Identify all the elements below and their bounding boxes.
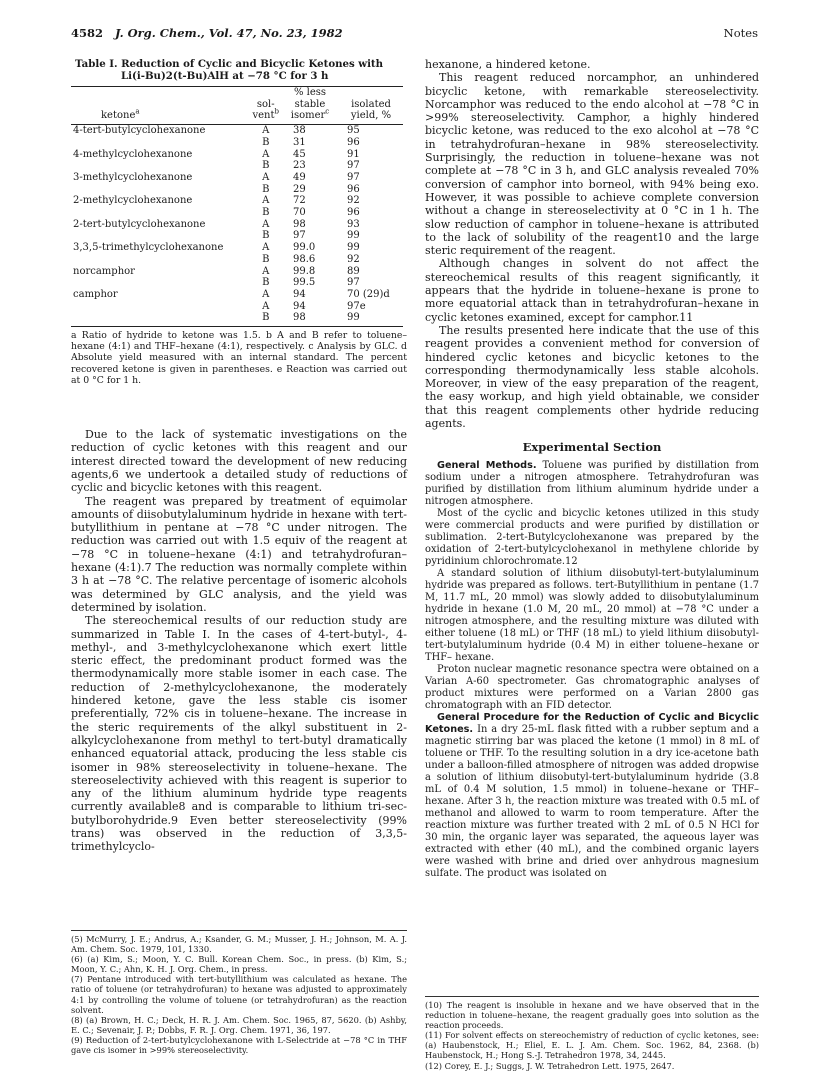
cell-ketone [71, 301, 250, 313]
cell-solvent: B [250, 312, 281, 326]
cell-solvent: A [262, 171, 270, 183]
footnote-7: (7) Pentane introduced with tert-butyllithium was calculated as hexane. The ratio of toluene (or tetrahydrofuran) to hexane was adjusted to approximately 4:1 by controlling the volume of toluene (or tetrahydrofuran) as the reaction solvent. [71, 974, 407, 1015]
right-column [425, 58, 759, 880]
table-row [71, 125, 403, 137]
general-methods-title: General Methods. [437, 460, 537, 472]
general-procedure-title: General Procedure for the Reduction of Cyclic and Bicyclic Ketones. [425, 712, 759, 736]
header-yield: yield, % [339, 110, 403, 124]
general-procedure-text: In a dry 25-mL flask fitted with a rubber septum and a magnetic stirring bar was placed the ketone (1 mmol) in 8 mL of toluene or THF. To the resulting solution in a dry ice-acetone bath under a balloon-filled atmosphere of nitrogen was added dropwise a solution of lithium diisobutyl-tert-butylaluminum hydride (3.8 mL of 0.4 M solution, 1.5 mmol) in toluene–hexane or THF–hexane. After 3 h, the reaction mixture was treated with 0.5 mL of methanol and allowed to warm to room temperature. After the reaction mixture was further treated with 2 mL of 0.5 N HCl for 30 min, the organic layer was separated, the aqueous layer was extracted with ether (40 mL), and the combined organic layers were washed with brine and dried over anhydrous magnesium sulfate. The product was isolated on [425, 724, 759, 880]
results-table [71, 86, 403, 327]
table-row [71, 242, 403, 254]
cell-isomer: 99.0 [293, 242, 316, 254]
footnote-5: (5) McMurry, J. E.; Andrus, A.; Ksander, G. M.; Musser, J. H.; Johnson, M. A. J. Am. Chem. Soc. 1979, 101, 1330. [71, 934, 407, 955]
cell-yield: 92 [347, 195, 360, 207]
cell-yield: 99 [347, 230, 360, 242]
cell-isomer: 94 [293, 300, 306, 312]
cell-ketone: norcamphor [73, 265, 135, 277]
cell-solvent: B [262, 136, 270, 148]
cell-ketone [71, 277, 250, 289]
header-ketone: ketone$^a$ [71, 110, 250, 124]
exp-paragraph-3: Proton nuclear magnetic resonance spectra were obtained on a Varian A-60 spectrometer. Gas chromatographic analyses of product mixtures were performed on a Varian 2800 gas chromatograph with an FID detector. [425, 664, 759, 712]
cell-yield: 97 [347, 277, 360, 289]
header-solvent-line1: sol- [256, 98, 275, 110]
cell-solvent: A [262, 300, 270, 312]
cell-yield: 91 [347, 148, 360, 160]
table-row [71, 184, 403, 196]
table-row [71, 312, 403, 326]
table-row [71, 266, 403, 278]
footnote-10: (10) The reagent is insoluble in hexane and we have observed that in the reduction in toluene–hexane, the reagent gradually goes into solution as the reaction proceeds. [425, 1000, 759, 1031]
cell-yield: 96 [347, 136, 360, 148]
table-row [71, 149, 403, 161]
exp-paragraph-1: Most of the cyclic and bicyclic ketones utilized in this study were commercial products and were purified by distillation or sublimation. 2-tert-Butylcyclohexanone was prepared by the oxidation of 2-tert-butylcyclohexanol in methylene chloride by pyridinium chlorochromate.12 [425, 508, 759, 568]
footnote-8: (8) (a) Brown, H. C.; Deck, H. R. J. Am. Chem. Soc. 1965, 87, 5620. (b) Ashby, E. C.; Sevenair, J. P.; Dobbs, F. R. J. Org. Chem. 1971, 36, 197. [71, 1014, 407, 1035]
header-less-stable-line1: % less [281, 87, 339, 99]
cell-solvent: B [262, 183, 270, 195]
left-footnotes [71, 930, 407, 1055]
cell-isomer: 97 [293, 230, 306, 242]
cell-isomer: 23 [293, 160, 306, 172]
cell-ketone: 3,3,5-trimethylcyclohexanone [73, 242, 224, 254]
cell-isomer: 70 [293, 207, 306, 219]
left-paragraph-3: The stereochemical results of our reduction study are summarized in Table I. In the cases of 4-tert-butyl-, 4-methyl-, and 3-methylcyclohexanone which exert little steric effect, the predominant product formed was the thermodynamically more stable isomer in each case. The reduction of 2-methylcyclohexanone, the moderately hindered ketone, gave the less stable cis isomer preferentially, 72% cis in toluene–hexane. The increase in the steric requirements of the alkyl substituent in 2-alkylcyclohexanone from methyl to tert-butyl dramatically enhanced equatorial attack, producing the less stable cis isomer in 98% stereoselectivity in toluene–hexane. The stereoselectivity achieved with this reagent is superior to any of the lithium aluminum hydride type reagents currently available8 and is comparable to lithium tri-sec-butylborohydride.9 Even better stereoselectivity (99% trans) was observed in the reduction of 3,3,5-trimethylcyclo- [71, 614, 407, 854]
cell-solvent: A [262, 265, 270, 277]
table-row [71, 137, 403, 149]
table-row [71, 230, 403, 242]
footnote-9: (9) Reduction of 2-tert-butylcyclohexanone with L-Selectride at −78 °C in THF gave cis isomer in >99% stereoselectivity. [71, 1034, 407, 1056]
running-header [71, 26, 758, 42]
cell-ketone: 3-methylcyclohexanone [73, 171, 193, 183]
footnote-11: (11) For solvent effects on stereochemistry of reduction of cyclic ketones, see: (a) Haubenstock, H.; Eliel, E. L. J. Am. Chem. Soc. 1962, 84, 2368. (b) Haubenstock, H.; Hong S.-J. Tetrahedron 1978, 34, 2445. [425, 1030, 759, 1061]
cell-isomer: 72 [293, 195, 306, 207]
cell-isomer: 45 [293, 148, 306, 160]
table-row [71, 219, 403, 231]
table-row [71, 172, 403, 184]
cell-solvent: B [262, 230, 270, 242]
cell-ketone: 2-tert-butylcyclohexanone [73, 218, 206, 230]
cell-isomer: 29 [293, 183, 306, 195]
cell-solvent: A [262, 148, 270, 160]
cell-ketone: camphor [73, 288, 118, 300]
cell-ketone [71, 207, 250, 219]
cell-solvent: B [262, 277, 270, 289]
header-less-stable: isomer$^c$ [281, 110, 339, 124]
table-row [71, 289, 403, 301]
table-title-line1: Table I. Reduction of Cyclic and Bicyclic Ketones with [75, 58, 384, 70]
cell-yield: 92 [347, 253, 360, 265]
section-label: Notes [723, 26, 758, 40]
cell-yield: 97 [347, 171, 360, 183]
cell-isomer: 98 [281, 312, 339, 326]
cell-yield: 95 [347, 125, 360, 137]
cell-yield: 96 [347, 183, 360, 195]
cell-isomer: 98 [293, 218, 306, 230]
header-yield-line1: isolated [351, 98, 391, 110]
table-row [71, 277, 403, 289]
header-left [71, 26, 343, 40]
footnote-12: (12) Corey, E. J.; Suggs, J. W. Tetrahedron Lett. 1975, 2647. [425, 1060, 675, 1071]
cell-isomer: 31 [293, 136, 306, 148]
cell-yield: 97e [347, 300, 366, 312]
table-row [71, 195, 403, 207]
cell-ketone: 2-methylcyclohexanone [73, 195, 193, 207]
cell-solvent: A [262, 218, 270, 230]
header-less-stable-line2: stable [294, 98, 326, 110]
cell-yield: 70 (29)d [347, 288, 390, 300]
header-solvent: vent$^b$ [250, 110, 281, 124]
cell-solvent: A [262, 195, 270, 207]
cell-isomer: 94 [293, 288, 306, 300]
general-methods-text: Toluene was purified by distillation from sodium under a nitrogen atmosphere. Tetrahydrofuran was purified by distillation from lithium aluminum hydride under a nitrogen atmosphere. [425, 460, 760, 508]
cell-yield: 99 [339, 312, 403, 326]
experimental-heading: Experimental Section [522, 440, 662, 455]
table-title [75, 58, 407, 82]
table-footnote: a Ratio of hydride to ketone was 1.5. b A and B refer to toluene–hexane (4:1) and THF–hexane (4:1), respectively. c Analysis by GLC. d Absolute yield measured with an internal standard. The percent recovered ketone is given in parentheses. e Reaction was carried out at 0 °C for 1 h. [71, 330, 407, 386]
cell-yield: 89 [347, 265, 360, 277]
cell-solvent: A [262, 242, 270, 254]
cell-ketone [71, 137, 250, 149]
left-paragraph-2: The reagent was prepared by treatment of equimolar amounts of diisobutylaluminum hydride in hexane with tert-butyllithium in pentane at −78 °C under nitrogen. The reduction was carried out with 1.5 equiv of the reagent at −78 °C in toluene–hexane (4:1) and tetrahydrofuran–hexane (4:1).7 The reduction was normally complete within 3 h at −78 °C. The relative percentage of isomeric alcohols was determined by GLC analysis, and the yield was determined by isolation. [71, 494, 407, 614]
cell-ketone [71, 160, 250, 172]
table-body [71, 125, 403, 327]
cell-yield: 93 [347, 218, 360, 230]
cell-solvent: B [262, 253, 270, 265]
left-column [71, 58, 407, 854]
left-paragraph-1: Due to the lack of systematic investigations on the reduction of cyclic ketones with this reagent and our interest directed toward the development of new reducing agents,6 we undertook a detailed study of reductions of cyclic and bicyclic ketones with this reagent. [71, 428, 407, 495]
cell-ketone [71, 254, 250, 266]
right-footnotes [425, 996, 759, 1071]
footnote-rule-left [71, 930, 407, 931]
table-title-line2: Li(i-Bu)2(t-Bu)AlH at −78 °C for 3 h [121, 70, 329, 82]
cell-solvent: B [262, 207, 270, 219]
cell-isomer: 99.8 [293, 265, 316, 277]
cell-ketone [71, 230, 250, 242]
cell-ketone [71, 312, 250, 326]
table-row [71, 207, 403, 219]
cell-yield: 97 [347, 160, 360, 172]
general-procedure [425, 712, 759, 880]
cell-ketone: 4-tert-butylcyclohexanone [73, 125, 206, 137]
page-number: 4582 [71, 26, 104, 40]
exp-paragraph-2: A standard solution of lithium diisobutyl-tert-butylaluminum hydride was prepared as follows. tert-Butyllithium in pentane (1.7 M, 11.7 mL, 20 mmol) was slowly added to diisobutylaluminum hydride in hexane (1.0 M, 20 mL, 20 mmol) at −78 °C under a nitrogen atmosphere, and the resulting mixture was diluted with either toluene (18 mL) or THF (18 mL) to yield lithium diisobutyl-tert-butylaluminum hydride (0.4 M) in either toluene–hexane or THF– hexane. [425, 568, 759, 664]
footnote-rule-right [425, 996, 759, 997]
right-paragraph-3: Although changes in solvent do not affect the stereochemical results of this reagent significantly, it appears that the hydride in toluene–hexane is prone to more equatorial attack than in tetrahydrofuran–hexane in cyclic ketones examined, except for camphor.11 [425, 257, 759, 324]
cell-yield: 96 [347, 207, 360, 219]
cell-isomer: 98.6 [293, 253, 316, 265]
right-paragraph-4: The results presented here indicate that the use of this reagent provides a convenient method for conversion of hindered cyclic ketones and bicyclic ketones to the corresponding thermodynamically less stable alcohols. Moreover, in view of the easy preparation of the reagent, the easy workup, and high yield obtainable, we consider that this reagent complements other hydride reducing agents. [425, 323, 759, 431]
right-paragraph-1: hexanone, a hindered ketone. [425, 58, 591, 71]
cell-solvent: B [262, 160, 270, 172]
cell-yield: 99 [347, 242, 360, 254]
cell-isomer: 49 [293, 171, 306, 183]
table-row [71, 160, 403, 172]
cell-solvent: A [262, 288, 270, 300]
table-row [71, 254, 403, 266]
journal-citation: J. Org. Chem., Vol. 47, No. 23, 1982 [115, 26, 343, 40]
general-methods [425, 460, 759, 508]
cell-isomer: 99.5 [293, 277, 316, 289]
cell-isomer: 38 [293, 125, 306, 137]
table-row [71, 301, 403, 313]
cell-ketone: 4-methylcyclohexanone [73, 148, 193, 160]
footnote-6: (6) (a) Kim, S.; Moon, Y. C. Bull. Korean Chem. Soc., in press. (b) Kim, S.; Moon, Y. C.; Ahn, K. H. J. Org. Chem., in press. [71, 954, 407, 975]
cell-solvent: A [262, 125, 270, 137]
cell-ketone [71, 184, 250, 196]
right-paragraph-2: This reagent reduced norcamphor, an unhindered bicyclic ketone, with remarkable stereoselectivity. Norcamphor was reduced to the endo alcohol at −78 °C in >99% stereoselectivity. Camphor, a highly hindered bicyclic ketone, was reduced to the exo alcohol at −78 °C in tetrahydrofuran–hexane in 98% stereoselectivity. Surprisingly, the reduction in toluene–hexane was not complete at −78 °C in 3 h, and GLC analysis revealed 70% conversion of camphor into borneol, with 94% being exo. However, it was possible to achieve complete conversion without a change in stereoselectivity at 0 °C in 1 h. The slow reduction of camphor in toluene–hexane is attributed to the lack of solubility of the reagent10 and the large steric requirement of the reagent. [425, 71, 759, 258]
